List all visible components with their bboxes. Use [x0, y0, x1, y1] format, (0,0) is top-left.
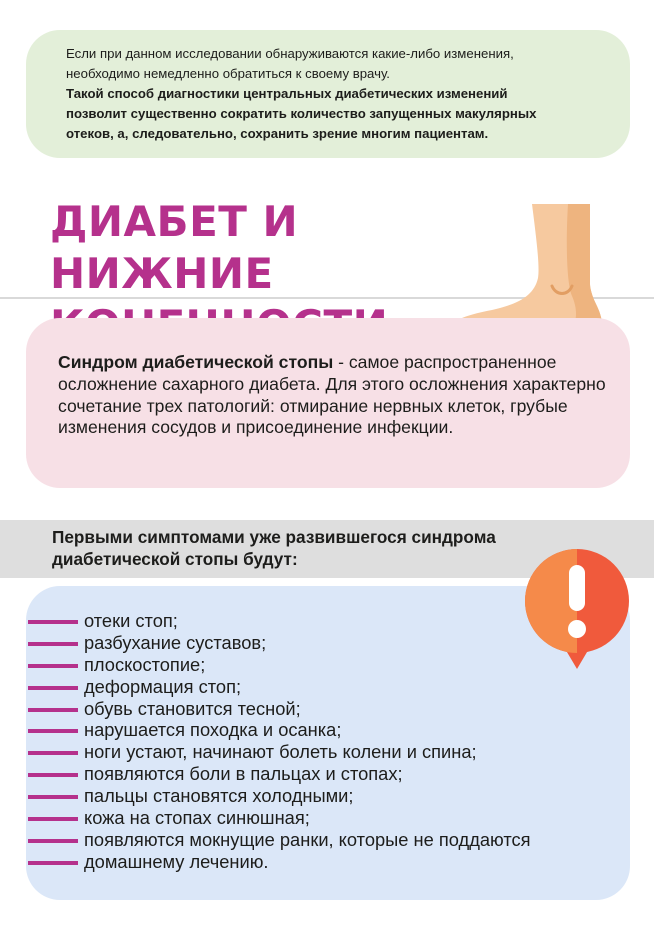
bullet-bar	[28, 861, 78, 865]
bullet-bar	[28, 773, 78, 777]
syndrome-text	[58, 352, 618, 439]
list-item-text: ноги устают, начинают болеть колени и спина;	[84, 741, 477, 763]
bullet-bar	[28, 620, 78, 624]
list-item	[0, 829, 640, 851]
intro-bold-3: отеков, а, следовательно, сохранить зрение многим пациентам.	[66, 126, 489, 141]
list-item-text: пальцы становятся холодными;	[84, 785, 354, 807]
list-item-text: кожа на стопах синюшная;	[84, 807, 310, 829]
list-item	[0, 741, 640, 763]
list-item-text: появляются мокнущие ранки, которые не поддаются	[84, 828, 531, 850]
bullet-bar	[28, 729, 78, 733]
intro-bold-1: Такой способ диагностики центральных диабетических изменений	[66, 86, 508, 101]
list-item	[0, 763, 640, 785]
bullet-bar	[28, 686, 78, 690]
list-item	[0, 851, 640, 873]
symptoms-heading: Первыми симптомами уже развившегося синдрома диабетической стопы будут:	[52, 527, 496, 569]
list-item	[0, 676, 640, 698]
list-item-text: плоскостопие;	[84, 653, 206, 675]
list-item-text: деформация стоп;	[84, 675, 242, 697]
list-item	[0, 719, 640, 741]
bullet-bar	[28, 642, 78, 646]
section-title-line-1: ДИАБЕТ И НИЖНИЕ	[50, 197, 299, 298]
intro-line-2: необходимо немедленно обратиться к своему врачу.	[66, 66, 390, 81]
list-item	[0, 698, 640, 720]
list-item-text: обувь становится тесной;	[84, 697, 301, 719]
list-item-text: нарушается походка и осанка;	[84, 719, 342, 741]
list-item	[0, 807, 640, 829]
intro-line-1: Если при данном исследовании обнаруживаются какие-либо изменения,	[66, 46, 514, 61]
intro-text	[66, 44, 614, 144]
bullet-bar	[28, 708, 78, 712]
list-item-text: домашнему лечению.	[84, 850, 269, 872]
list-item-text: отеки стоп;	[84, 610, 178, 631]
list-item	[0, 785, 640, 807]
list-item-text: появляются боли в пальцах и стопах;	[84, 763, 403, 785]
list-item-text: разбухание суставов;	[84, 631, 267, 653]
exclamation-icon	[522, 545, 632, 675]
bullet-bar	[28, 795, 78, 799]
syndrome-term: Синдром диабетической стопы	[58, 352, 334, 372]
syndrome-description: - самое распространенное осложнение сахарного диабета. Для этого осложнения характерно сочетание трех патологий: отмирание нервных клеток, грубые изменения сосудов и присоединение инфекции.	[58, 352, 606, 438]
bullet-bar	[28, 664, 78, 668]
bullet-bar	[28, 817, 78, 821]
bullet-bar	[28, 751, 78, 755]
intro-bold-2: позволит существенно сократить количество запущенных макулярных	[66, 106, 537, 121]
bullet-bar	[28, 839, 78, 843]
